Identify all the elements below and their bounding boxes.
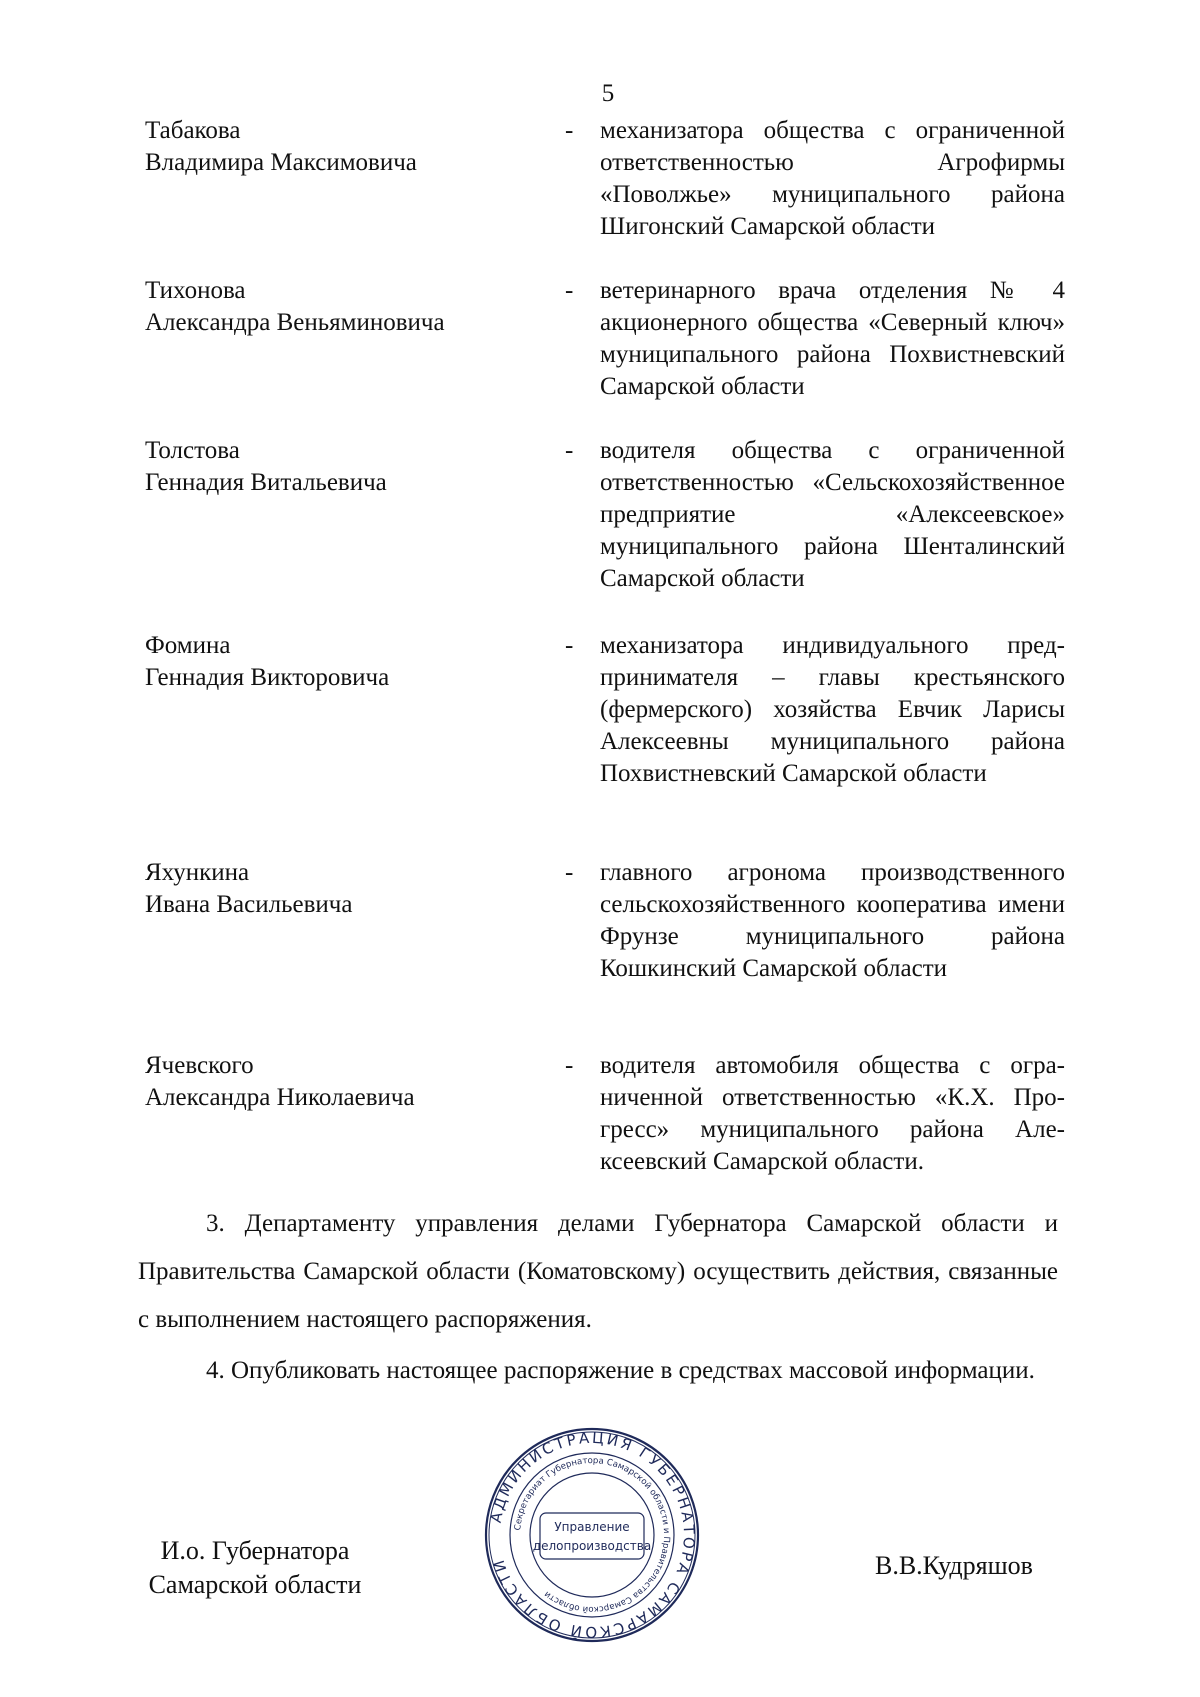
person-name: [145, 857, 565, 921]
given-names: Владимира Максимовича: [145, 149, 417, 176]
person-name: [145, 1050, 565, 1114]
person-name: [145, 275, 565, 339]
paragraph-4: 4. Опубликовать настоящее распоряжение в средствах массовой информации.: [206, 1357, 1035, 1384]
position-description: главного агронома производственного сельскохозяйственного кооператива имени Фрунзе муниципального района Кошкинский Самарской области: [600, 859, 1065, 982]
dash: -: [565, 632, 574, 659]
signatory-name: В.В.Кудряшов: [875, 1551, 1033, 1580]
surname: Ячевского: [145, 1052, 254, 1079]
dash: -: [565, 859, 574, 886]
dash: -: [565, 277, 574, 304]
position-description: ветеринарного врача отделения № 4 акционерного общества «Северный ключ» муниципального района Похвистневский Самарской области: [600, 277, 1065, 400]
given-names: Александра Николаевича: [145, 1084, 415, 1111]
position-description: механизатора индивидуального предпринимателя – главы крестьянского (фермерского) хозяйства Евчик Ларисы Алексеевны муниципального района Похвистневский Самарской области: [600, 632, 1065, 787]
surname: Тихонова: [145, 277, 246, 304]
person-name: [145, 435, 565, 499]
given-names: Геннадия Викторовича: [145, 664, 390, 691]
seal-center-line2: делопроизводства: [532, 1539, 652, 1553]
page-number: 5: [601, 80, 615, 107]
signatory-title: [135, 1534, 375, 1602]
seal-center-line1: Управление: [554, 1520, 630, 1534]
official-seal: [482, 1425, 702, 1645]
surname: Яхункина: [145, 859, 250, 886]
dash: -: [565, 117, 574, 144]
given-names: Ивана Васильевича: [145, 891, 353, 918]
person-name: [145, 115, 565, 179]
seal-outer-text: АДМИНИСТРАЦИЯ ГУБЕРНАТОРА САМАРСКОЙ ОБЛАСТИ: [486, 1428, 699, 1642]
signatory-title-line2: Самарской области: [148, 1570, 362, 1599]
paragraph-3: 3. Департаменту управления делами Губернатора Самарской области и Правительства Самарской области (Коматовскому) осуществить действия, связанные с выполнением настоящего распоряжения.: [138, 1210, 1058, 1333]
surname: Фомина: [145, 632, 231, 659]
seal-inner-text: Секретариат Губернатора Самарской области и Правительства Самарской области: [513, 1455, 672, 1615]
position-description: механизатора общества с ограниченной ответственностью Агрофирмы «Поволжье» муниципального района Шигонский Самарской области: [600, 117, 1065, 240]
position-description: водителя общества с ограниченной ответственностью «Сельскохозяйственное предприятие «Алексеевское» муниципального района Шенталинский Самарской области: [600, 437, 1065, 592]
surname: Табакова: [145, 117, 241, 144]
surname: Толстова: [145, 437, 240, 464]
dash: -: [565, 1052, 574, 1079]
signatory-title-line1: И.о. Губернатора: [160, 1536, 350, 1565]
dash: -: [565, 437, 574, 464]
person-name: [145, 630, 565, 694]
given-names: Александра Веньяминовича: [145, 309, 445, 336]
given-names: Геннадия Витальевича: [145, 469, 387, 496]
position-description: водителя автомобиля общества с ограниченной ответственностью «К.Х. Прогресс» муниципального района Алексеевский Самарской области.: [600, 1052, 1065, 1175]
